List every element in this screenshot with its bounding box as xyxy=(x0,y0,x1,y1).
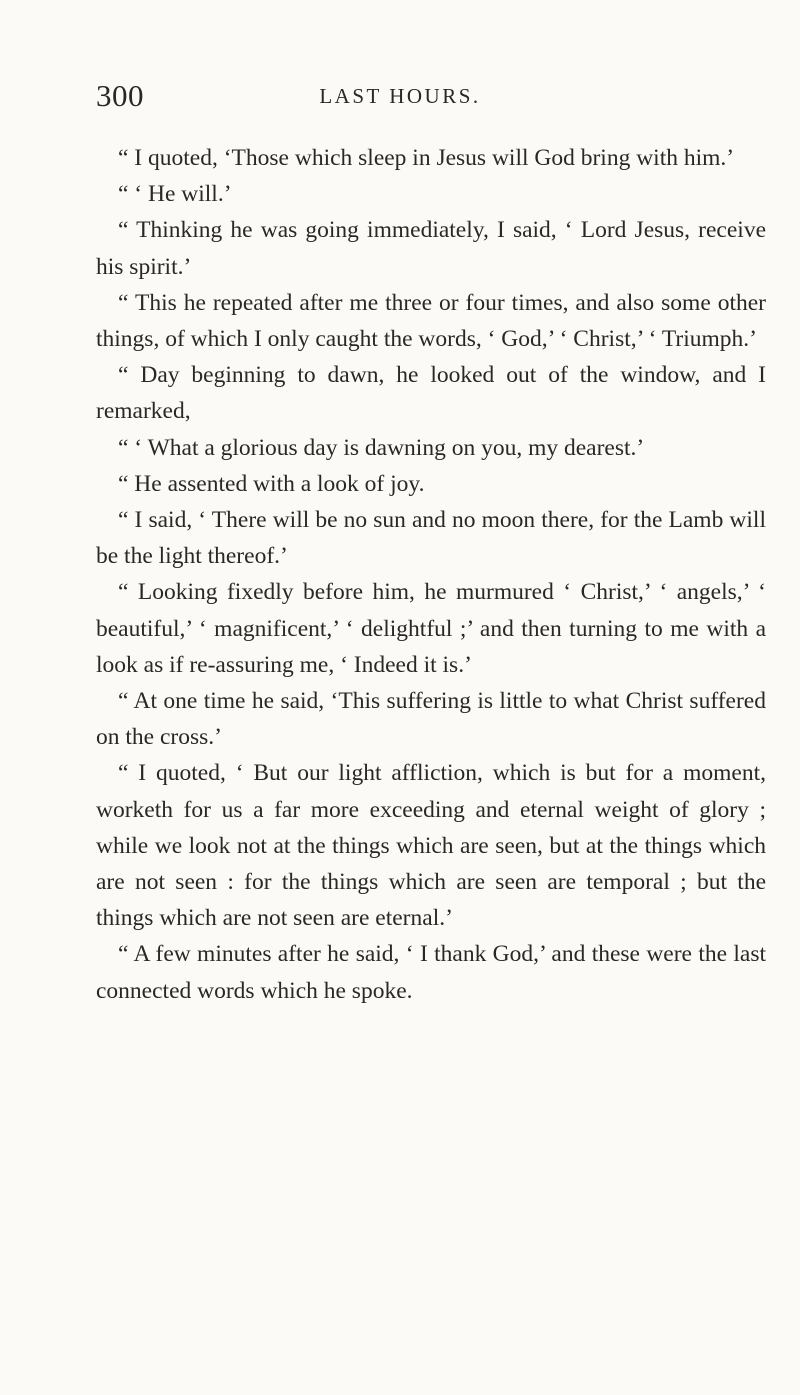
body-text xyxy=(96,140,766,1009)
paragraph: “ Looking fixedly before him, he murmured ‘ Christ,’ ‘ angels,’ ‘ beautiful,’ ‘ magnificent,’ ‘ delightful ;’ and then turning to me with a look as if re-assuring me, ‘ Indeed it is.’ xyxy=(96,579,766,678)
paragraph: “ I quoted, ‘ But our light affliction, which is but for a moment, worketh for us a far more exceeding and eternal weight of glory ; while we look not at the things which are seen, but at the things which are not seen : for the things which are seen are temporal ; but the things which are not seen are eternal.’ xyxy=(96,760,766,932)
paragraph: “ Thinking he was going immediately, I said, ‘ Lord Jesus, receive his spirit.’ xyxy=(96,217,766,280)
paragraph: “ ‘ What a glorious day is dawning on you, my dearest.’ xyxy=(118,434,645,461)
paragraph: “ ‘ He will.’ xyxy=(118,181,232,208)
paragraph: “ I said, ‘ There will be no sun and no moon there, for the Lamb will be the light thereof.’ xyxy=(96,507,766,570)
paragraph: “ This he repeated after me three or four times, and also some other things, of which I only caught the words, ‘ God,’ ‘ Christ,’ ‘ Triumph.’ xyxy=(96,289,766,353)
page-number: 300 xyxy=(96,78,144,113)
running-head: LAST HOURS. xyxy=(319,84,481,108)
paragraph: “ At one time he said, ‘This suffering is little to what Christ suffered on the cross.’ xyxy=(96,688,766,751)
paragraph: “ A few minutes after he said, ‘ I thank God,’ and these were the last connected words which he spoke. xyxy=(96,941,766,1004)
paragraph: “ I quoted, ‘Those which sleep in Jesus will God bring with him.’ xyxy=(118,145,735,171)
paragraph: “ Day beginning to dawn, he looked out of the window, and I remarked, xyxy=(96,362,766,425)
paragraph: “ He assented with a look of joy. xyxy=(118,470,425,497)
